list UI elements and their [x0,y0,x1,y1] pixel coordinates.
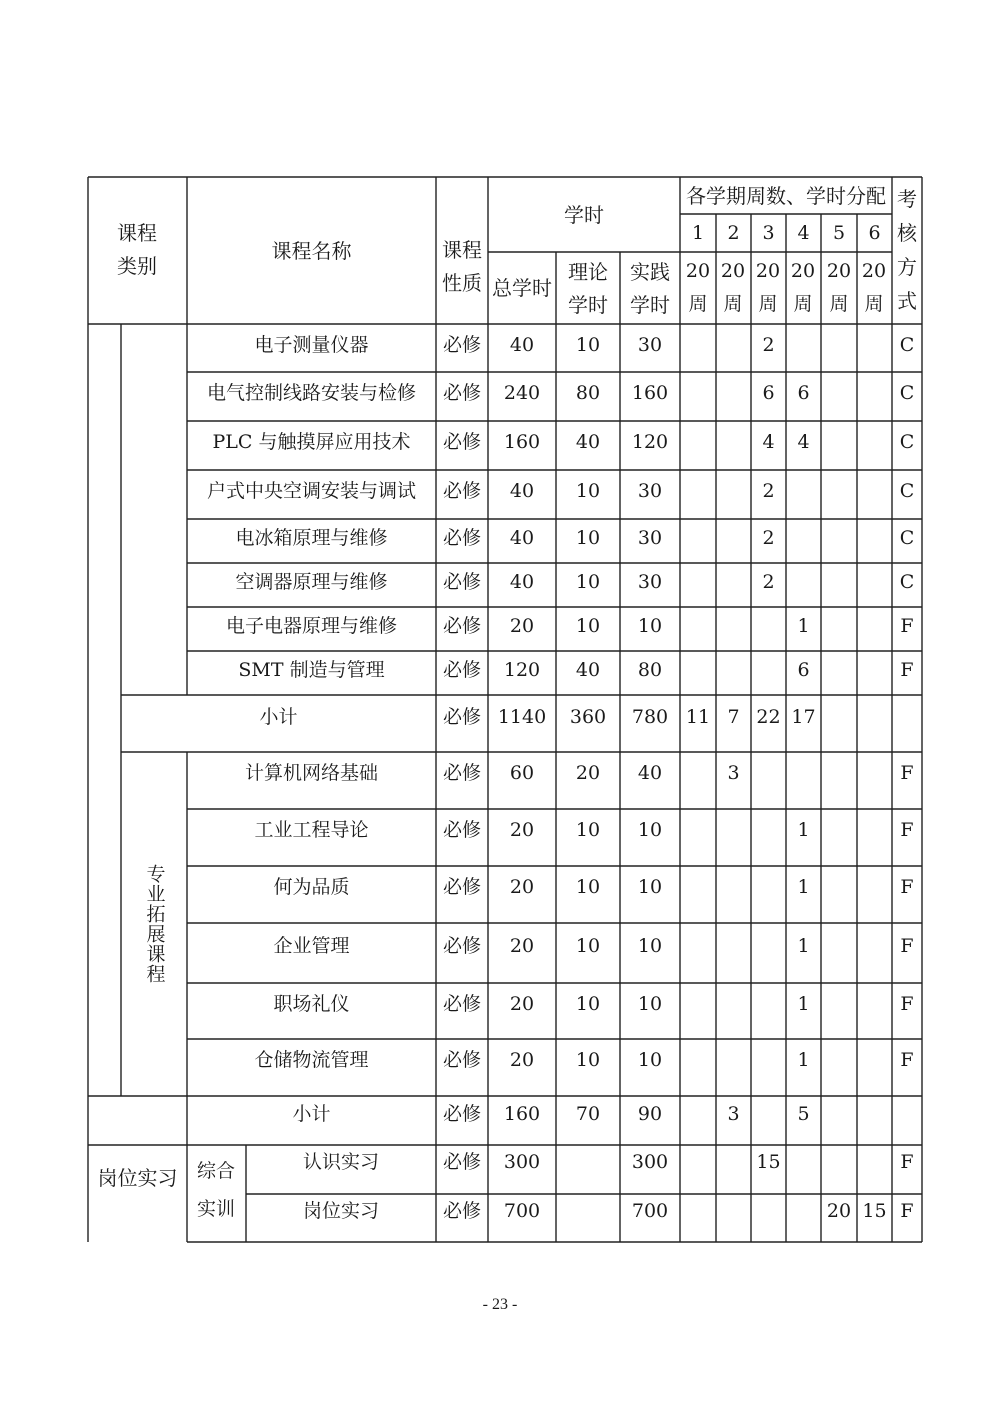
cell-total: 20 [509,876,535,898]
cell-theory: 80 [575,382,601,404]
cell-total: 240 [503,382,541,404]
semester-number: 1 [691,221,705,244]
cell-practice: 300 [631,1151,669,1173]
cell-exam: F [900,614,914,637]
course-name: SMT 制造与管理 [238,658,385,681]
cell-s-1 [716,519,751,557]
cell-nature: 必修 [442,706,481,728]
cell-theory: 10 [575,876,601,898]
cell-s-0 [680,1096,716,1132]
cell-s-2: 15 [756,1151,781,1173]
semester-weeks: 20周 [755,260,781,315]
cell-theory: 20 [575,762,601,784]
cell-s-4 [821,752,857,795]
cell-s-5 [857,421,892,464]
cell-s-2: 2 [762,333,775,356]
cell-s-4 [821,563,857,601]
cell-practice: 80 [637,658,663,681]
cell-s-2 [751,809,786,852]
header-nature: 课程性质 [442,238,482,295]
cell-total: 1140 [497,706,547,728]
cell-s-0 [680,421,716,464]
cell-nature: 必修 [442,480,481,502]
cell-s-3 [786,1145,821,1180]
cell-s-2 [751,1194,786,1228]
cell-s-4 [821,695,857,740]
cell-s-0: 11 [685,706,711,728]
cell-s-0 [680,923,716,969]
cell-theory: 10 [575,526,601,549]
cell-nature: 必修 [442,333,481,356]
cell-nature: 必修 [442,934,481,957]
semester-weeks: 20周 [720,260,746,315]
cell-nature: 必修 [442,570,481,593]
cell-s-4 [821,983,857,1025]
cell-s-0 [680,752,716,795]
cell-s-4 [821,372,857,415]
cell-s-5 [857,1145,892,1180]
cell-exam: F [900,762,914,784]
cell-s-1 [716,809,751,852]
cell-s-5 [857,372,892,415]
cell-total: 700 [503,1199,541,1222]
cell-s-3: 6 [797,658,810,681]
cell-s-0 [680,1039,716,1082]
course-name: 空调器原理与维修 [235,570,388,593]
cell-nature: 必修 [442,819,481,841]
cell-s-3: 5 [797,1102,810,1125]
cell-s-1: 7 [727,706,740,728]
cell-s-0 [680,866,716,909]
cell-theory [556,1145,620,1180]
cell-total: 40 [509,333,535,356]
header-hours: 学时 [564,202,604,227]
cell-practice: 30 [637,333,663,356]
cell-exam: C [899,382,915,404]
cell-s-5 [857,695,892,740]
cell-theory [556,1194,620,1228]
header-course-name: 课程名称 [271,238,352,263]
cell-exam [892,695,922,740]
cell-nature: 必修 [442,1102,481,1125]
cell-exam: C [899,526,915,549]
group3-sublabel: 综合实训 [196,1160,235,1220]
course-name: 何为品质 [273,876,350,898]
cell-s-5 [857,1096,892,1132]
cell-total: 20 [509,934,535,957]
cell-s-1 [716,651,751,689]
cell-s-5 [857,651,892,689]
cell-theory: 10 [575,1049,601,1071]
cell-s-4 [821,607,857,645]
header-total-hours: 总学时 [492,276,552,300]
cell-s-1 [716,1039,751,1082]
cell-s-0 [680,563,716,601]
cell-s-2 [751,1039,786,1082]
course-name: 电气控制线路安装与检修 [206,382,416,404]
semester-weeks: 20周 [826,260,852,315]
cell-s-1 [716,1194,751,1228]
cell-s-0 [680,324,716,366]
course-name: 电子测量仪器 [254,333,369,356]
cell-s-2: 22 [756,706,781,728]
semester-number: 4 [797,221,810,244]
course-name: 仓储物流管理 [254,1049,369,1071]
cell-s-1 [716,866,751,909]
cell-s-2 [751,866,786,909]
cell-s-3 [786,563,821,601]
cell-s-4 [821,1039,857,1082]
cell-s-4 [821,519,857,557]
cell-s-0 [680,470,716,513]
semester-number: 6 [868,221,881,244]
course-name: 电子电器原理与维修 [225,614,397,637]
cell-nature: 必修 [442,1049,481,1071]
cell-theory: 10 [575,333,601,356]
cell-s-3 [786,519,821,557]
cell-practice: 40 [637,762,663,784]
cell-s-5 [857,752,892,795]
cell-practice: 160 [631,382,669,404]
cell-s-5 [857,866,892,909]
cell-total: 20 [509,614,535,637]
course-name: 认识实习 [302,1151,379,1173]
subtotal-label: 小计 [259,706,298,728]
cell-theory: 70 [575,1102,601,1125]
cell-exam: C [899,431,915,453]
cell-s-0 [680,1145,716,1180]
cell-nature: 必修 [442,992,481,1015]
cell-nature: 必修 [442,1151,481,1173]
header-exam: 考核方式 [897,187,917,313]
cell-nature: 必修 [442,876,481,898]
cell-exam: C [899,480,915,502]
course-name: 户式中央空调安装与调试 [206,480,416,502]
cell-exam: F [900,658,914,681]
header-semesters-title: 各学期周数、学时分配 [686,183,886,208]
cell-s-5 [857,563,892,601]
cell-exam: C [899,570,915,593]
cell-practice: 10 [637,1049,663,1071]
semester-number: 2 [727,221,740,244]
cell-total: 20 [509,819,535,841]
cell-s-3: 1 [797,992,810,1015]
cell-s-2: 2 [762,480,775,502]
header-practice-hours: 实践学时 [630,260,670,317]
cell-total: 160 [503,1102,541,1125]
cell-theory: 10 [575,570,601,593]
cell-s-4 [821,324,857,366]
cell-s-5 [857,519,892,557]
cell-practice: 10 [637,876,663,898]
cell-theory: 10 [575,992,601,1015]
page-number: - 23 - [482,1296,518,1313]
course-name: PLC 与触摸屏应用技术 [212,431,411,453]
cell-practice: 30 [637,526,663,549]
cell-exam: F [900,819,914,841]
cell-exam: F [900,876,914,898]
cell-s-5 [857,923,892,969]
cell-total: 120 [503,658,541,681]
semester-number: 3 [762,221,775,244]
cell-s-4 [821,809,857,852]
cell-s-3: 1 [797,876,810,898]
subtotal-label: 小计 [292,1102,331,1125]
cell-s-1 [716,923,751,969]
header-category: 课程类别 [117,221,157,278]
cell-s-1: 3 [727,1102,740,1125]
cell-s-0 [680,519,716,557]
course-name: 职场礼仪 [273,992,350,1015]
cell-s-1: 3 [727,762,740,784]
cell-s-5 [857,607,892,645]
cell-nature: 必修 [442,1199,481,1222]
cell-s-2 [751,607,786,645]
cell-s-4 [821,421,857,464]
cell-s-4 [821,470,857,513]
cell-exam: F [900,1199,914,1222]
course-name: 企业管理 [273,934,350,957]
cell-s-4 [821,1096,857,1132]
cell-s-1 [716,324,751,366]
cell-exam: F [900,1151,914,1173]
cell-theory: 10 [575,819,601,841]
cell-exam [892,1096,922,1132]
cell-theory: 10 [575,614,601,637]
cell-practice: 10 [637,992,663,1015]
cell-s-1 [716,372,751,415]
cell-theory: 10 [575,934,601,957]
course-name: 工业工程导论 [254,819,369,841]
cell-total: 40 [509,480,535,502]
cell-s-5 [857,324,892,366]
cell-s-5 [857,470,892,513]
cell-practice: 10 [637,614,663,637]
cell-s-4: 20 [826,1199,852,1222]
course-name: 计算机网络基础 [244,762,378,784]
cell-s-0 [680,1194,716,1228]
cell-practice: 30 [637,480,663,502]
cell-nature: 必修 [442,431,481,453]
cell-exam: F [900,992,914,1015]
cell-practice: 10 [637,819,663,841]
cell-s-2: 6 [762,382,775,404]
cell-s-3: 1 [797,614,810,637]
cell-s-3: 1 [797,1049,810,1071]
cell-s-2: 2 [762,526,775,549]
cell-nature: 必修 [442,614,481,637]
cell-theory: 360 [569,706,607,728]
cell-s-2: 2 [762,570,775,593]
cell-s-2 [751,983,786,1025]
cell-exam: F [900,1049,914,1071]
cell-s-3 [786,470,821,513]
header-theory-hours: 理论学时 [568,260,608,317]
cell-s-0 [680,983,716,1025]
cell-s-1 [716,563,751,601]
cell-s-1 [716,1145,751,1180]
cell-s-5 [857,983,892,1025]
semester-weeks: 20周 [861,260,887,315]
cell-theory: 10 [575,480,601,502]
cell-s-0 [680,372,716,415]
cell-s-1 [716,607,751,645]
cell-practice: 780 [631,706,669,728]
cell-total: 20 [509,992,535,1015]
group3-label: 岗位实习 [97,1165,178,1190]
cell-s-3: 1 [797,819,810,841]
cell-s-0 [680,607,716,645]
cell-s-3: 17 [791,706,816,728]
cell-nature: 必修 [442,382,481,404]
semester-weeks: 20周 [685,260,711,315]
cell-s-3: 6 [797,382,810,404]
course-name: 岗位实习 [302,1199,379,1222]
cell-total: 40 [509,570,535,593]
cell-s-2 [751,752,786,795]
cell-s-1 [716,983,751,1025]
cell-total: 40 [509,526,535,549]
cell-s-2 [751,923,786,969]
cell-practice: 90 [637,1102,663,1125]
cell-s-2 [751,651,786,689]
course-name: 电冰箱原理与维修 [235,526,388,549]
cell-s-0 [680,809,716,852]
cell-exam: C [899,333,915,356]
cell-total: 20 [509,1049,535,1071]
cell-s-3 [786,1194,821,1228]
cell-nature: 必修 [442,658,481,681]
cell-practice: 30 [637,570,663,593]
cell-nature: 必修 [442,762,481,784]
semester-number: 5 [832,221,846,244]
cell-s-4 [821,651,857,689]
cell-theory: 40 [575,658,601,681]
cell-s-4 [821,866,857,909]
cell-s-3: 4 [797,431,810,453]
cell-s-4 [821,923,857,969]
cell-exam: F [900,934,914,957]
cell-practice: 700 [631,1199,669,1222]
cell-s-3 [786,752,821,795]
cell-s-5 [857,809,892,852]
cell-s-0 [680,651,716,689]
cell-s-5: 15 [862,1199,887,1222]
cell-s-2 [751,1096,786,1132]
cell-total: 300 [503,1151,541,1173]
cell-s-1 [716,470,751,513]
cell-total: 60 [509,762,535,784]
cell-theory: 40 [575,431,601,453]
semester-weeks: 20周 [790,260,816,315]
cell-total: 160 [503,431,541,453]
cell-s-3: 1 [797,934,810,957]
cell-s-4 [821,1145,857,1180]
cell-practice: 10 [637,934,663,957]
cell-nature: 必修 [442,526,481,549]
cell-s-5 [857,1039,892,1082]
cell-practice: 120 [631,431,669,453]
cell-s-2: 4 [762,431,775,453]
cell-s-3 [786,324,821,366]
group2-label: 专业拓展课程 [143,864,166,984]
cell-s-1 [716,421,751,464]
